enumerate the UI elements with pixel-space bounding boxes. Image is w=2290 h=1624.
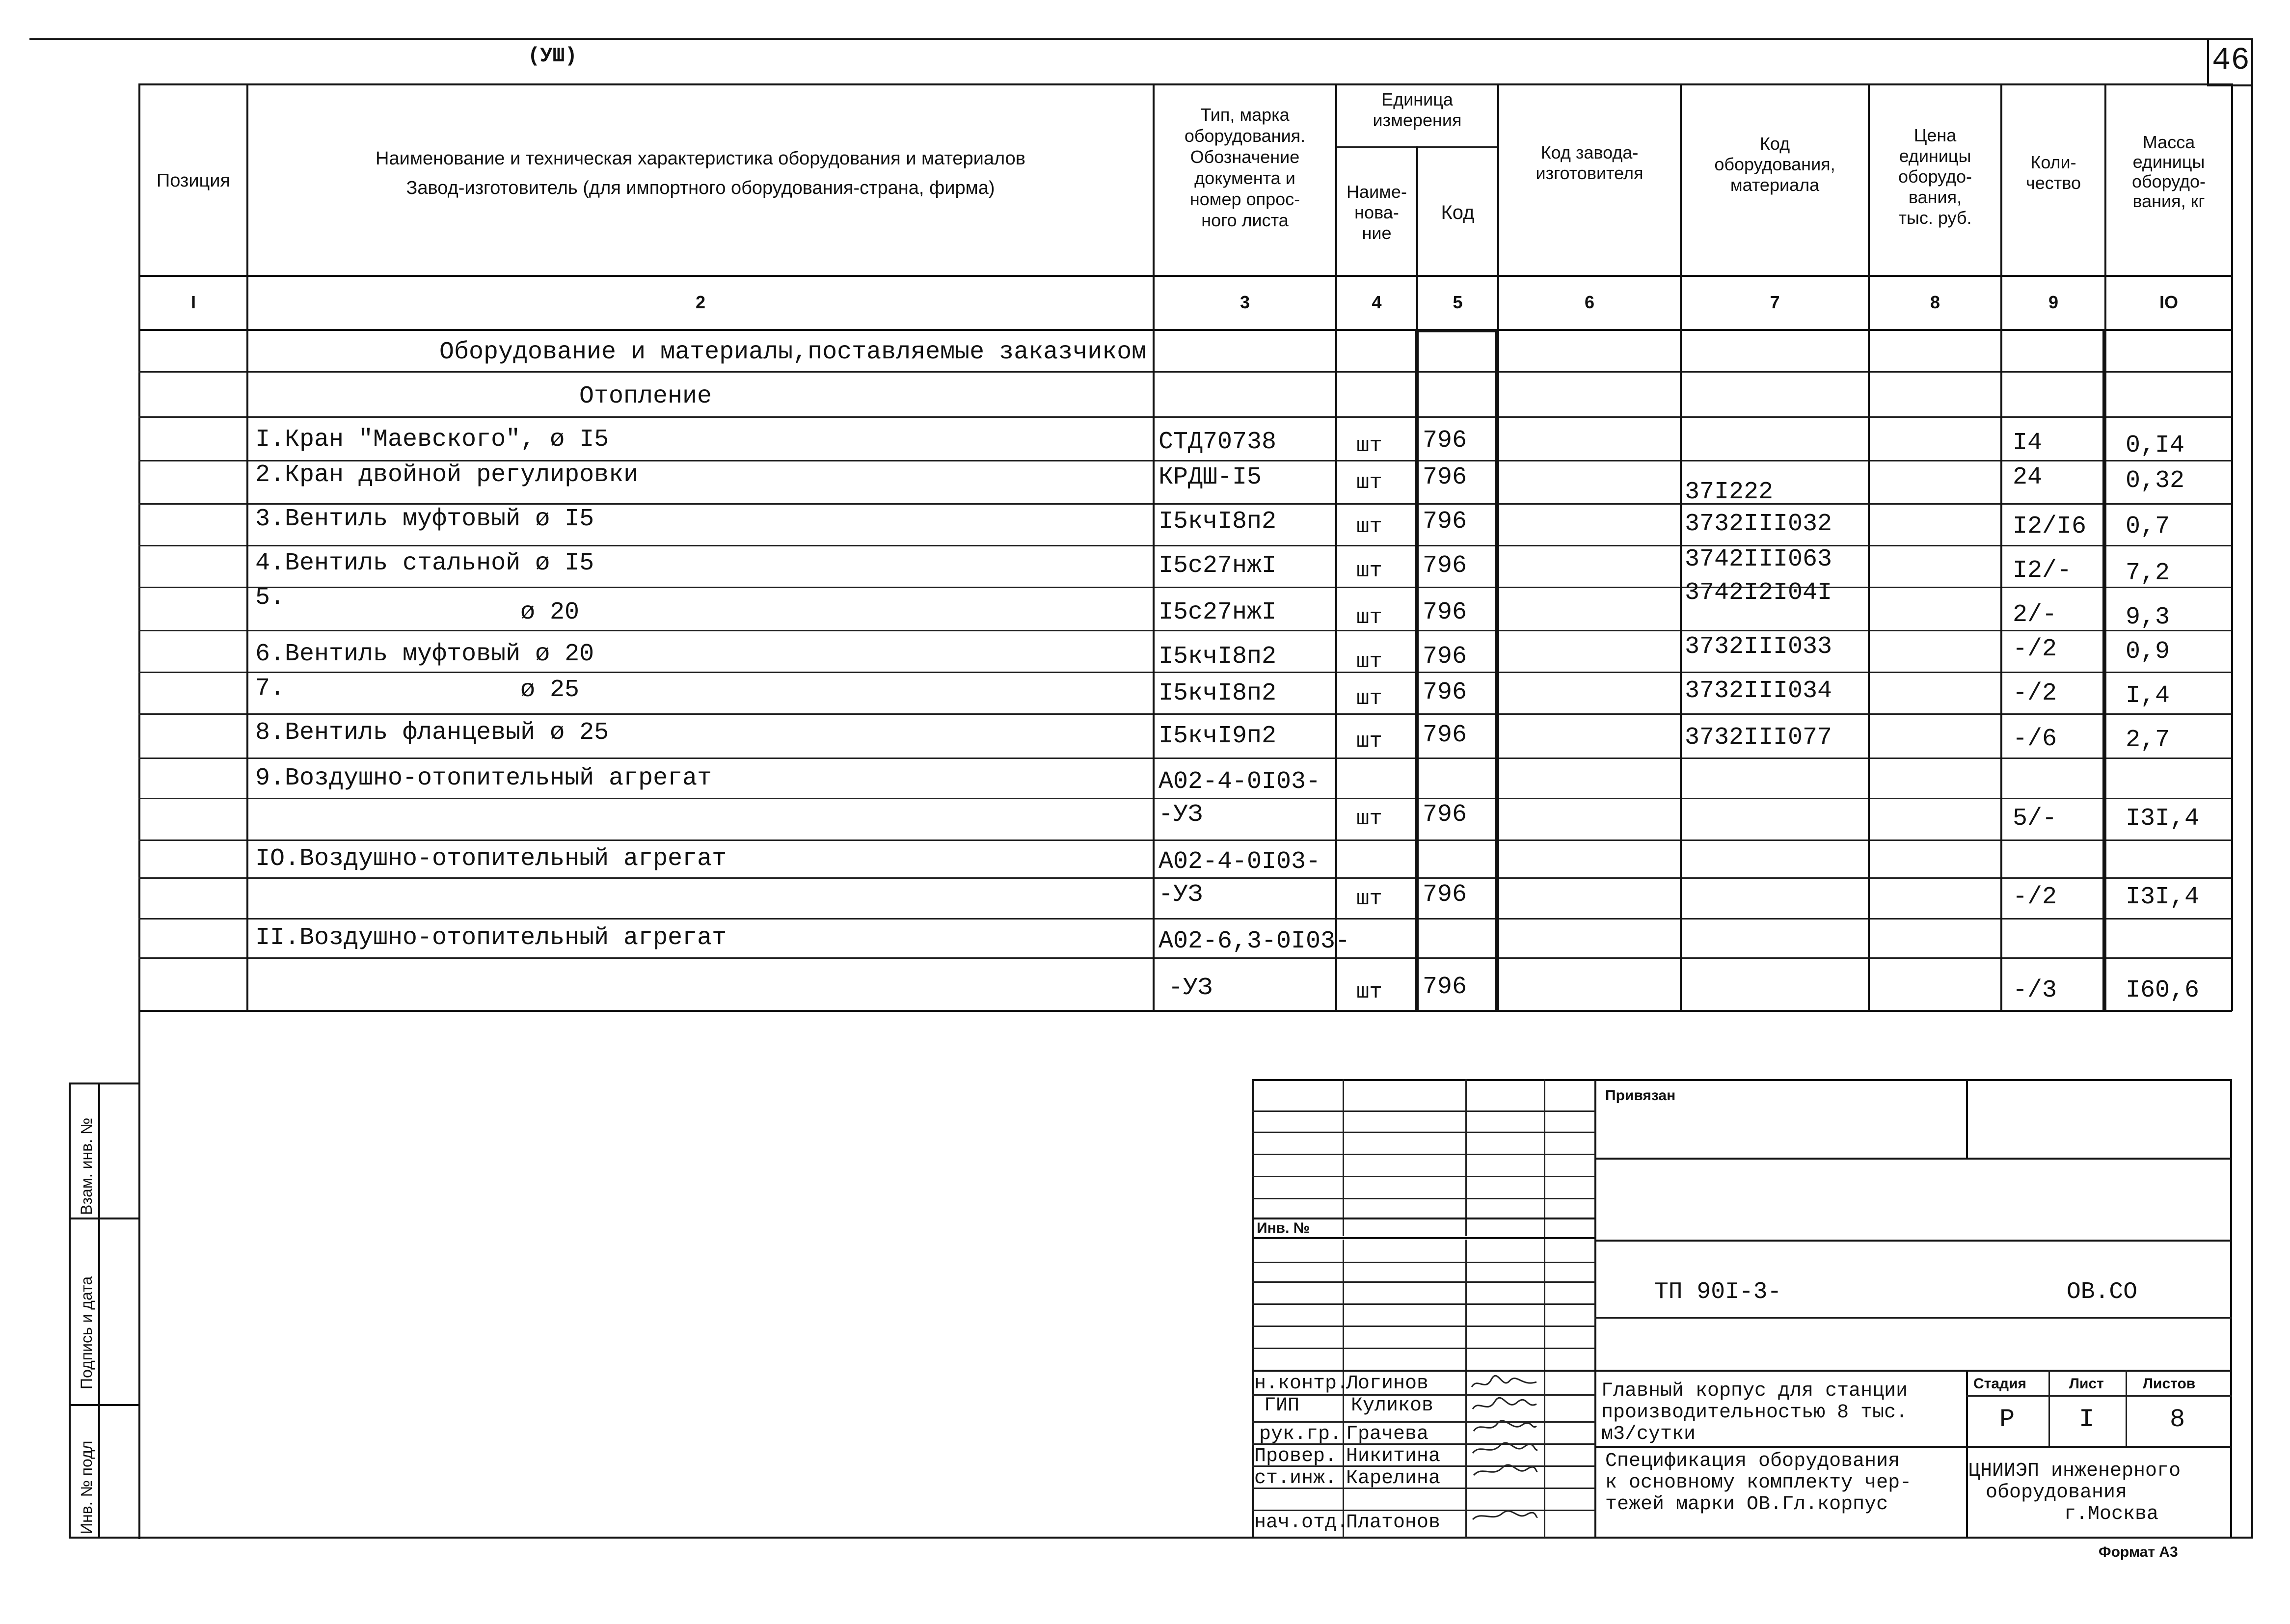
row-name: 2.Кран двойной регулировки <box>255 461 639 489</box>
row-unit: шт <box>1356 514 1382 539</box>
col-number: 7 <box>1770 292 1780 312</box>
col-pos-header: Позиция <box>156 170 231 191</box>
col-factory-code-header: Код завода- изготовителя <box>1536 142 1643 183</box>
row-type: I5кчI9п2 <box>1158 722 1277 750</box>
row-unit: шт <box>1356 807 1382 831</box>
row-equip: 3732III033 <box>1685 633 1832 661</box>
row-name-diameter: ø 20 <box>520 598 580 626</box>
row-name: 8.Вентиль фланцевый ø 25 <box>255 719 609 747</box>
row-name-diameter: ø 25 <box>520 676 580 704</box>
row-equip: 3742III063 <box>1685 545 1832 573</box>
row-qty: I2/I6 <box>2013 513 2087 541</box>
role-label: рук.гр. <box>1259 1423 1342 1445</box>
row-type: I5кчI8п2 <box>1158 643 1277 671</box>
role-name: Куликов <box>1351 1395 1434 1417</box>
row-mass: 0,9 <box>2126 638 2170 666</box>
project-title-line: Главный корпус для станции <box>1601 1380 1908 1402</box>
doc-code-left: ТП 90I-3- <box>1654 1279 1782 1305</box>
row-equip: 3732III034 <box>1685 677 1832 705</box>
project-title-line: м3/сутки <box>1601 1423 1696 1445</box>
row-unit: шт <box>1356 559 1382 583</box>
row-qty: 2/- <box>2013 601 2057 629</box>
row-type: -УЗ <box>1168 974 1213 1002</box>
row-type: I5с27нжI <box>1158 552 1277 580</box>
col-unit-name-header: Наиме- нова- ние <box>1347 182 1407 243</box>
row-name: IO.Воздушно-отопительный агрегат <box>255 845 727 873</box>
row-qty: -/6 <box>2013 725 2057 753</box>
row-name: 5. <box>255 584 285 612</box>
sheet-value: I <box>2079 1405 2095 1434</box>
row-type: -УЗ <box>1158 881 1203 909</box>
side-label-signature: Подпись и дата <box>78 1276 95 1389</box>
row-code: 796 <box>1423 973 1467 1001</box>
row-equip: 3732III032 <box>1685 510 1832 538</box>
role-name: Логинов <box>1346 1373 1429 1395</box>
format-label: Формат А3 <box>2099 1544 2178 1560</box>
col-type-header: Тип, марка оборудования. Обозначение документа и номер опрос- ного листа <box>1184 105 1306 230</box>
col-number: 2 <box>695 292 706 312</box>
row-unit: шт <box>1356 605 1382 630</box>
row-type: А02-4-0I03- <box>1158 848 1321 876</box>
stage-label: Стадия <box>1973 1376 2027 1392</box>
side-label-vzam: Взам. инв. № <box>78 1117 95 1215</box>
row-unit: шт <box>1356 729 1382 754</box>
row-qty: -/2 <box>2013 883 2057 911</box>
role-label: Провер. <box>1254 1445 1337 1467</box>
row-unit: шт <box>1356 980 1382 1004</box>
row-mass: I,4 <box>2126 682 2170 710</box>
col-unit-group-header: Единица измерения <box>1373 89 1462 130</box>
row-qty: -/2 <box>2013 679 2057 707</box>
row-name: I.Кран "Маевского", ø I5 <box>255 426 609 454</box>
row-mass: 0,32 <box>2126 467 2185 495</box>
row-type: А02-4-0I03- <box>1158 768 1321 796</box>
signatures-image <box>1468 1372 1541 1534</box>
row-code: 796 <box>1423 552 1467 580</box>
row-name: 3.Вентиль муфтовый ø I5 <box>255 505 594 533</box>
row-equip: 37I222 <box>1685 478 1774 506</box>
role-name: Карелина <box>1346 1467 1441 1489</box>
inv-label: Инв. № <box>1257 1220 1310 1236</box>
row-type: КРДШ-I5 <box>1158 463 1262 491</box>
row-equip: 3732III077 <box>1685 724 1832 752</box>
org-line: ЦНИИЭП инженерного <box>1968 1460 2181 1482</box>
section-title: Оборудование и материалы,поставляемые заказчиком <box>439 338 1147 366</box>
page-number: 46 <box>2212 43 2250 79</box>
col-name-header-2: Завод-изготовитель (для импортного оборудования-страна, фирма) <box>406 178 995 198</box>
col-number: I <box>190 292 196 312</box>
row-code: 796 <box>1423 881 1467 909</box>
col-number: IO <box>2159 292 2178 312</box>
row-code: 796 <box>1423 801 1467 829</box>
stage-value: Р <box>1999 1405 2015 1434</box>
role-label: нач.отд. <box>1254 1512 1349 1534</box>
role-name: Никитина <box>1346 1445 1441 1467</box>
row-equip: 3742I2I04I <box>1685 579 1832 607</box>
row-unit: шт <box>1356 650 1382 674</box>
row-name: 9.Воздушно-отопительный агрегат <box>255 764 712 792</box>
row-unit: шт <box>1356 470 1382 495</box>
section-subtitle: Отопление <box>579 382 712 410</box>
row-qty: -/2 <box>2013 635 2057 663</box>
row-mass: I3I,4 <box>2126 883 2200 911</box>
side-label-inv: Инв. № подл <box>78 1440 95 1534</box>
row-code: 796 <box>1423 463 1467 491</box>
row-mass: 9,3 <box>2126 603 2170 631</box>
row-qty: I2/- <box>2013 557 2072 585</box>
row-unit: шт <box>1356 686 1382 711</box>
sheet-title-line: Спецификация оборудования <box>1605 1450 1900 1472</box>
col-qty-header: Коли- чество <box>2025 152 2081 193</box>
row-qty: 24 <box>2013 463 2043 491</box>
row-qty: I4 <box>2013 429 2043 457</box>
col-number: 4 <box>1372 292 1382 312</box>
col-number: 5 <box>1453 292 1463 312</box>
role-name: Платонов <box>1346 1512 1441 1534</box>
row-mass: 0,I4 <box>2126 432 2185 460</box>
row-unit: шт <box>1356 887 1382 911</box>
project-title-line: производительностью 8 тыс. <box>1601 1402 1908 1424</box>
sheet-label: Лист <box>2069 1376 2104 1392</box>
row-unit: шт <box>1356 433 1382 458</box>
role-label: н.контр. <box>1254 1373 1349 1395</box>
col-number: 9 <box>2048 292 2059 312</box>
role-label: ст.инж. <box>1254 1467 1337 1489</box>
linked-label: Привязан <box>1605 1087 1676 1104</box>
col-name-header-1: Наименование и техническая характеристика оборудования и материалов <box>376 148 1025 169</box>
sheet-title-line: к основному комплекту чер- <box>1605 1472 1912 1494</box>
col-number: 3 <box>1239 292 1250 312</box>
org-line: г.Москва <box>2064 1503 2159 1525</box>
row-type: А02-6,3-0I03- <box>1158 927 1350 955</box>
sheets-value: 8 <box>2170 1405 2185 1434</box>
role-label: ГИП <box>1264 1395 1300 1417</box>
role-name: Грачева <box>1346 1423 1429 1445</box>
org-line: оборудования <box>1986 1482 2128 1504</box>
col-mass-header: Масса единицы оборудо- вания, кг <box>2131 132 2206 211</box>
sheet-title-line: тежей марки ОВ.Гл.корпус <box>1605 1493 1888 1516</box>
row-mass: I60,6 <box>2126 976 2200 1004</box>
col-price-header: Цена единицы оборудо- вания, тыс. руб. <box>1898 125 1972 228</box>
row-name: 7. <box>255 675 285 703</box>
row-name: 4.Вентиль стальной ø I5 <box>255 549 594 577</box>
row-code: 796 <box>1423 721 1467 749</box>
col-number: 8 <box>1930 292 1940 312</box>
row-type: -УЗ <box>1158 801 1203 829</box>
col-unit-code-header: Код <box>1441 202 1475 223</box>
row-mass: 7,2 <box>2126 559 2170 587</box>
row-mass: I3I,4 <box>2126 805 2200 833</box>
doc-code-right: ОВ.СО <box>2067 1279 2138 1305</box>
row-name: II.Воздушно-отопительный агрегат <box>255 924 727 952</box>
row-code: 796 <box>1423 678 1467 706</box>
row-mass: 2,7 <box>2126 726 2170 754</box>
row-type: СТД70738 <box>1158 428 1277 456</box>
row-code: 796 <box>1423 643 1467 671</box>
row-type: I5кчI8п2 <box>1158 679 1277 707</box>
row-qty: -/3 <box>2013 976 2057 1004</box>
sheets-label: Листов <box>2143 1376 2196 1392</box>
row-type: I5с27нжI <box>1158 598 1277 626</box>
row-type: I5кчI8п2 <box>1158 508 1277 536</box>
row-qty: 5/- <box>2013 805 2057 833</box>
row-code: 796 <box>1423 427 1467 455</box>
row-code: 796 <box>1423 598 1467 626</box>
row-code: 796 <box>1423 508 1467 536</box>
row-mass: 0,7 <box>2126 513 2170 541</box>
col-number: 6 <box>1584 292 1595 312</box>
row-name: 6.Вентиль муфтовый ø 20 <box>255 640 594 668</box>
col-equip-code-header: Код оборудования, материала <box>1714 134 1835 195</box>
header-mark: (УШ) <box>528 44 577 68</box>
